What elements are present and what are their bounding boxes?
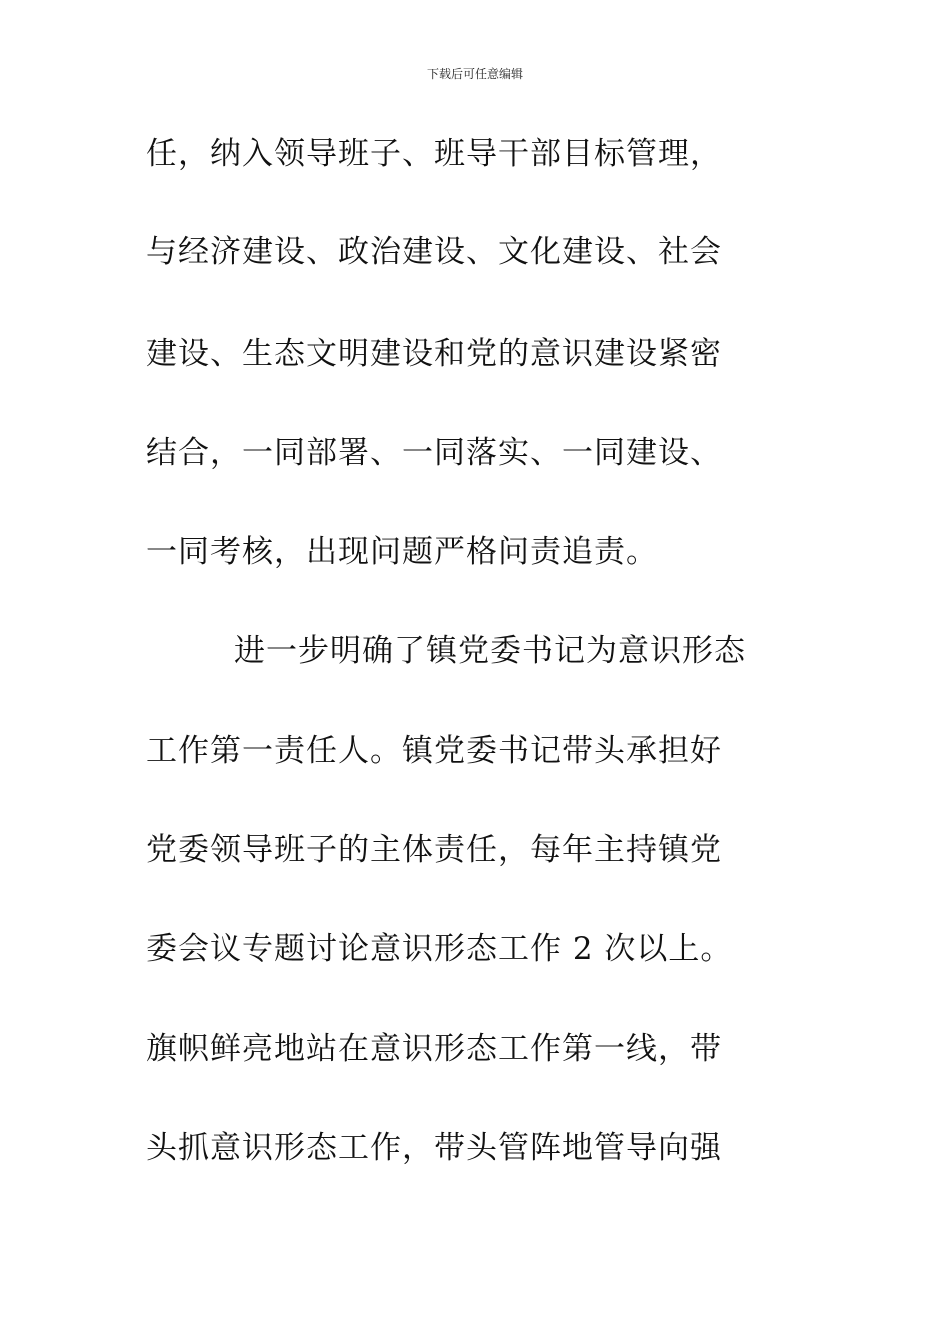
text-line-2: 与经济建设、政治建设、文化建设、社会 [146,234,722,270]
text-line-3: 建设、生态文明建设和党的意识建设紧密 [146,336,722,372]
text-line-9: 委会议专题讨论意识形态工作 2 次以上。 [146,931,733,967]
text-line-10: 旗帜鲜亮地站在意识形态工作第一线，带 [146,1031,722,1067]
paragraph-first-line: 进一步明确了镇党委书记为意识形态 [234,633,746,669]
text-line-7: 工作第一责任人。镇党委书记带头承担好 [146,733,722,769]
text-line-4: 结合，一同部署、一同落实、一同建设、 [146,435,722,471]
text-line-1: 任，纳入领导班子、班导干部目标管理， [146,136,722,172]
text-line-8: 党委领导班子的主体责任，每年主持镇党 [146,832,722,868]
page-header: 下载后可任意编辑 [426,67,523,81]
text-line-11: 头抓意识形态工作，带头管阵地管导向强 [146,1130,722,1166]
text-line-5: 一同考核，出现问题严格问责追责。 [146,534,658,570]
